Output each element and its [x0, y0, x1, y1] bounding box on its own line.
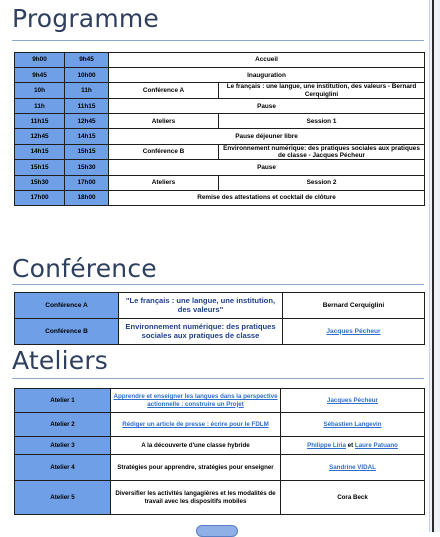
- session-description: Pause: [109, 160, 425, 175]
- table-row: [15, 481, 425, 515]
- end-time: 11h: [65, 83, 109, 99]
- atelier-speaker-cell: [281, 413, 425, 437]
- right-scroll-bar[interactable]: [429, 0, 440, 532]
- speaker-link[interactable]: Philippe Liria: [307, 441, 346, 449]
- bottom-button[interactable]: [196, 525, 238, 537]
- conference-speaker-cell: [283, 319, 425, 345]
- end-time: 14h15: [65, 129, 109, 144]
- atelier-name: Atelier 3: [15, 437, 111, 455]
- table-row: [15, 437, 425, 455]
- session-description: Session 1: [219, 114, 425, 129]
- start-time: 15h15: [15, 160, 65, 175]
- session-label: Conférence B: [109, 144, 219, 160]
- session-label: Ateliers: [109, 114, 219, 129]
- table-row: [15, 68, 425, 83]
- session-description: Environnement numérique: des pratiques sociales aux pratiques de classe - Jacques Pécheur: [219, 144, 425, 160]
- atelier-name: Atelier 1: [15, 389, 111, 413]
- session-label: Ateliers: [109, 175, 219, 190]
- start-time: 9h00: [15, 53, 65, 68]
- speaker-link[interactable]: Jacques Pécheur: [327, 396, 378, 404]
- speaker-link[interactable]: Jacques Pécheur: [326, 327, 381, 335]
- session-description: Remise des attestations et cocktail de clôture: [109, 190, 425, 205]
- ateliers-rule: [12, 378, 424, 379]
- atelier-name: Atelier 2: [15, 413, 111, 437]
- session-description: Session 2: [219, 175, 425, 190]
- conference-rule: [12, 284, 424, 285]
- conference-title: "Le français : une langue, une institution, des valeurs": [119, 293, 283, 319]
- atelier-speaker: Cora Beck: [281, 481, 425, 515]
- atelier-speaker-cell: [281, 437, 425, 455]
- table-row: [15, 190, 425, 205]
- end-time: 15h15: [65, 144, 109, 160]
- table-row: [15, 53, 425, 68]
- table-row: [15, 389, 425, 413]
- atelier-speaker-cell: [281, 389, 425, 413]
- conference-heading: Conférence: [12, 254, 157, 283]
- session-description: Inauguration: [109, 68, 425, 83]
- atelier-title: A la découverte d'une classe hybride: [111, 437, 281, 455]
- atelier-speaker-cell: [281, 455, 425, 481]
- conference-table: [14, 292, 425, 345]
- table-row: [15, 160, 425, 175]
- conference-speaker: Bernard Cerquiglini: [283, 293, 425, 319]
- session-label: Conférence A: [109, 83, 219, 99]
- end-time: 10h00: [65, 68, 109, 83]
- programme-table: [14, 52, 425, 206]
- table-row: [15, 413, 425, 437]
- session-description: Accueil: [109, 53, 425, 68]
- atelier-title-link[interactable]: Rédiger un article de presse : écrire pour le FDLM: [122, 420, 269, 428]
- end-time: 9h45: [65, 53, 109, 68]
- speaker-link[interactable]: Sébastien Langevin: [323, 420, 382, 428]
- speaker-link[interactable]: Sandrine VIDAL: [329, 463, 376, 471]
- divider: [432, 0, 434, 532]
- programme-heading: Programme: [12, 4, 160, 33]
- start-time: 17h00: [15, 190, 65, 205]
- atelier-title: Stratégies pour apprendre, stratégies pour enseigner: [111, 455, 281, 481]
- speaker-conjunction: et: [347, 441, 354, 449]
- end-time: 12h45: [65, 114, 109, 129]
- end-time: 11h15: [65, 99, 109, 114]
- table-row: [15, 293, 425, 319]
- start-time: 10h: [15, 83, 65, 99]
- table-row: [15, 319, 425, 345]
- start-time: 11h: [15, 99, 65, 114]
- start-time: 12h45: [15, 129, 65, 144]
- conference-name: Conférence B: [15, 319, 119, 345]
- end-time: 15h30: [65, 160, 109, 175]
- ateliers-table: [14, 388, 425, 515]
- start-time: 9h45: [15, 68, 65, 83]
- table-row: [15, 175, 425, 190]
- conference-title: Environnement numérique: des pratiques sociales aux pratiques de classe: [119, 319, 283, 345]
- end-time: 18h00: [65, 190, 109, 205]
- conference-name: Conférence A: [15, 293, 119, 319]
- speaker-link[interactable]: Laure Patuano: [354, 441, 398, 449]
- programme-rule: [12, 40, 424, 41]
- session-description: Le français : une langue, une institution, des valeurs - Bernard Cerquiglini: [219, 83, 425, 99]
- atelier-title-cell: [111, 413, 281, 437]
- table-row: [15, 144, 425, 160]
- table-row: [15, 129, 425, 144]
- session-description: Pause déjeuner libre: [109, 129, 425, 144]
- atelier-title: Diversifier les activités langagières et les modalités de travail avec les dispositifs mobiles: [111, 481, 281, 515]
- table-row: [15, 455, 425, 481]
- atelier-name: Atelier 5: [15, 481, 111, 515]
- start-time: 15h30: [15, 175, 65, 190]
- session-description: Pause: [109, 99, 425, 114]
- table-row: [15, 99, 425, 114]
- atelier-title-link[interactable]: Apprendre et enseigner les langues dans la perspective actionnelle : construire un Projet: [113, 393, 278, 408]
- end-time: 17h00: [65, 175, 109, 190]
- ateliers-heading: Ateliers: [12, 346, 109, 375]
- table-row: [15, 114, 425, 129]
- start-time: 14h15: [15, 144, 65, 160]
- start-time: 11h15: [15, 114, 65, 129]
- atelier-title-cell: [111, 389, 281, 413]
- atelier-name: Atelier 4: [15, 455, 111, 481]
- table-row: [15, 83, 425, 99]
